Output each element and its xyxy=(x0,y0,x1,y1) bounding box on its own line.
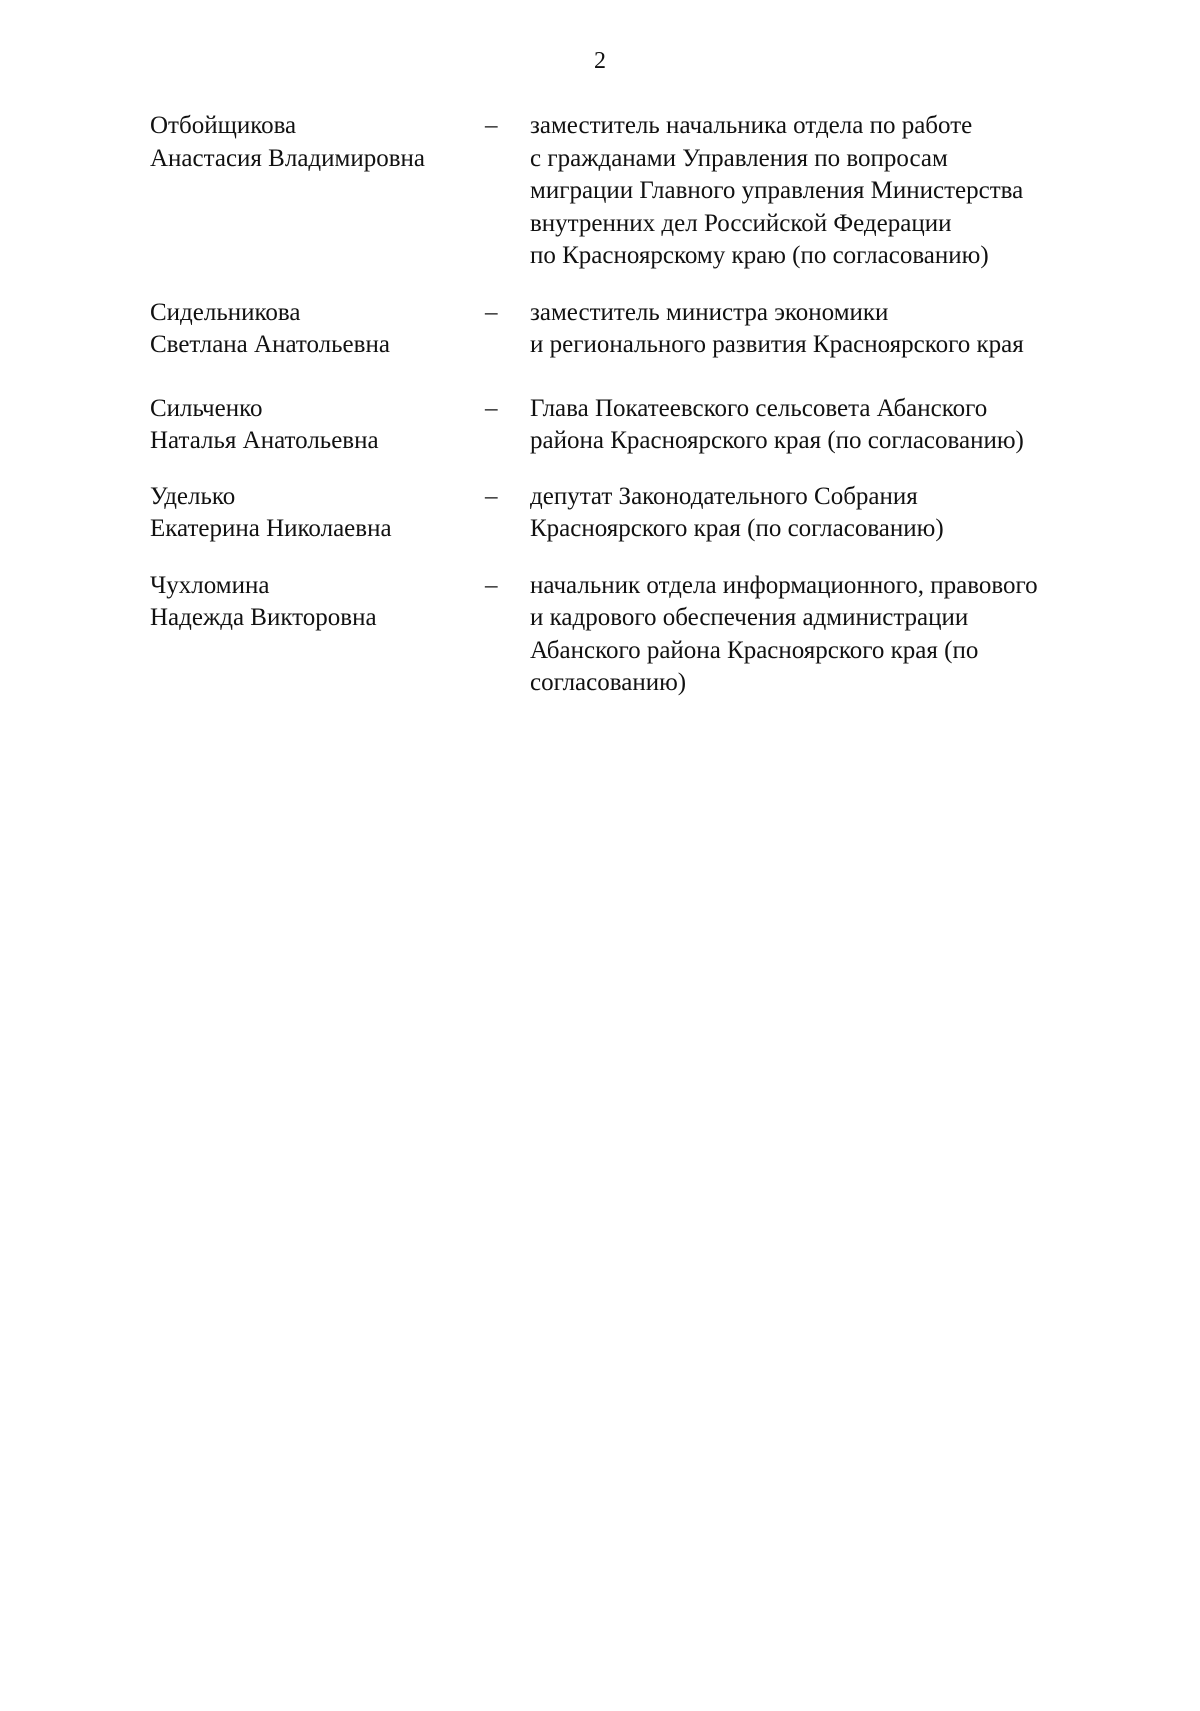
member-entry xyxy=(150,110,1120,273)
position-line: заместитель начальника отдела по работе xyxy=(530,112,973,139)
member-surname: Отбойщикова xyxy=(150,112,297,139)
position-line: и кадрового обеспечения администрации xyxy=(530,604,969,631)
member-given-names: Екатерина Николаевна xyxy=(150,515,392,542)
page-number: 2 xyxy=(594,48,606,74)
member-name xyxy=(150,393,485,458)
member-given-names: Светлана Анатольевна xyxy=(150,331,390,358)
member-name xyxy=(150,570,485,635)
position-line: начальник отдела информационного, правового xyxy=(530,571,1038,599)
member-entry xyxy=(150,481,1120,546)
member-position xyxy=(530,110,1120,273)
separator-dash: – xyxy=(485,298,498,326)
member-name xyxy=(150,110,485,175)
member-entry xyxy=(150,393,1120,458)
member-list xyxy=(150,110,1120,700)
member-surname: Уделько xyxy=(150,482,236,510)
position-line: района Красноярского края (по согласованию) xyxy=(530,427,1024,454)
position-line: Абанского района Красноярского края (по xyxy=(530,636,979,664)
member-surname: Сидельникова xyxy=(150,298,301,326)
separator-dash: – xyxy=(485,571,498,599)
member-position xyxy=(530,297,1120,362)
member-surname: Сильченко xyxy=(150,394,263,422)
separator-dash: – xyxy=(485,394,498,422)
member-given-names: Наталья Анатольевна xyxy=(150,427,379,454)
position-line: согласованию) xyxy=(530,669,687,696)
separator-dash: – xyxy=(485,482,498,510)
member-name xyxy=(150,481,485,546)
member-given-names: Надежда Викторовна xyxy=(150,604,377,631)
member-entry xyxy=(150,570,1120,700)
position-line: миграции Главного управления Министерства xyxy=(530,177,1024,204)
member-surname: Чухломина xyxy=(150,571,270,599)
position-line: Красноярского края (по согласованию) xyxy=(530,515,944,542)
position-line: депутат Законодательного Собрания xyxy=(530,482,918,510)
separator-dash: – xyxy=(485,112,498,139)
member-given-names: Анастасия Владимировна xyxy=(150,144,425,172)
member-position xyxy=(530,393,1120,458)
member-name xyxy=(150,297,485,362)
member-position xyxy=(530,570,1120,700)
position-line: по Красноярскому краю (по согласованию) xyxy=(530,242,989,269)
position-line: Глава Покатеевского сельсовета Абанского xyxy=(530,394,988,422)
position-line: и регионального развития Красноярского края xyxy=(530,331,1024,358)
position-line: внутренних дел Российской Федерации xyxy=(530,209,952,237)
position-line: с гражданами Управления по вопросам xyxy=(530,144,948,172)
member-entry xyxy=(150,297,1120,362)
position-line: заместитель министра экономики xyxy=(530,298,889,326)
member-position xyxy=(530,481,1120,546)
